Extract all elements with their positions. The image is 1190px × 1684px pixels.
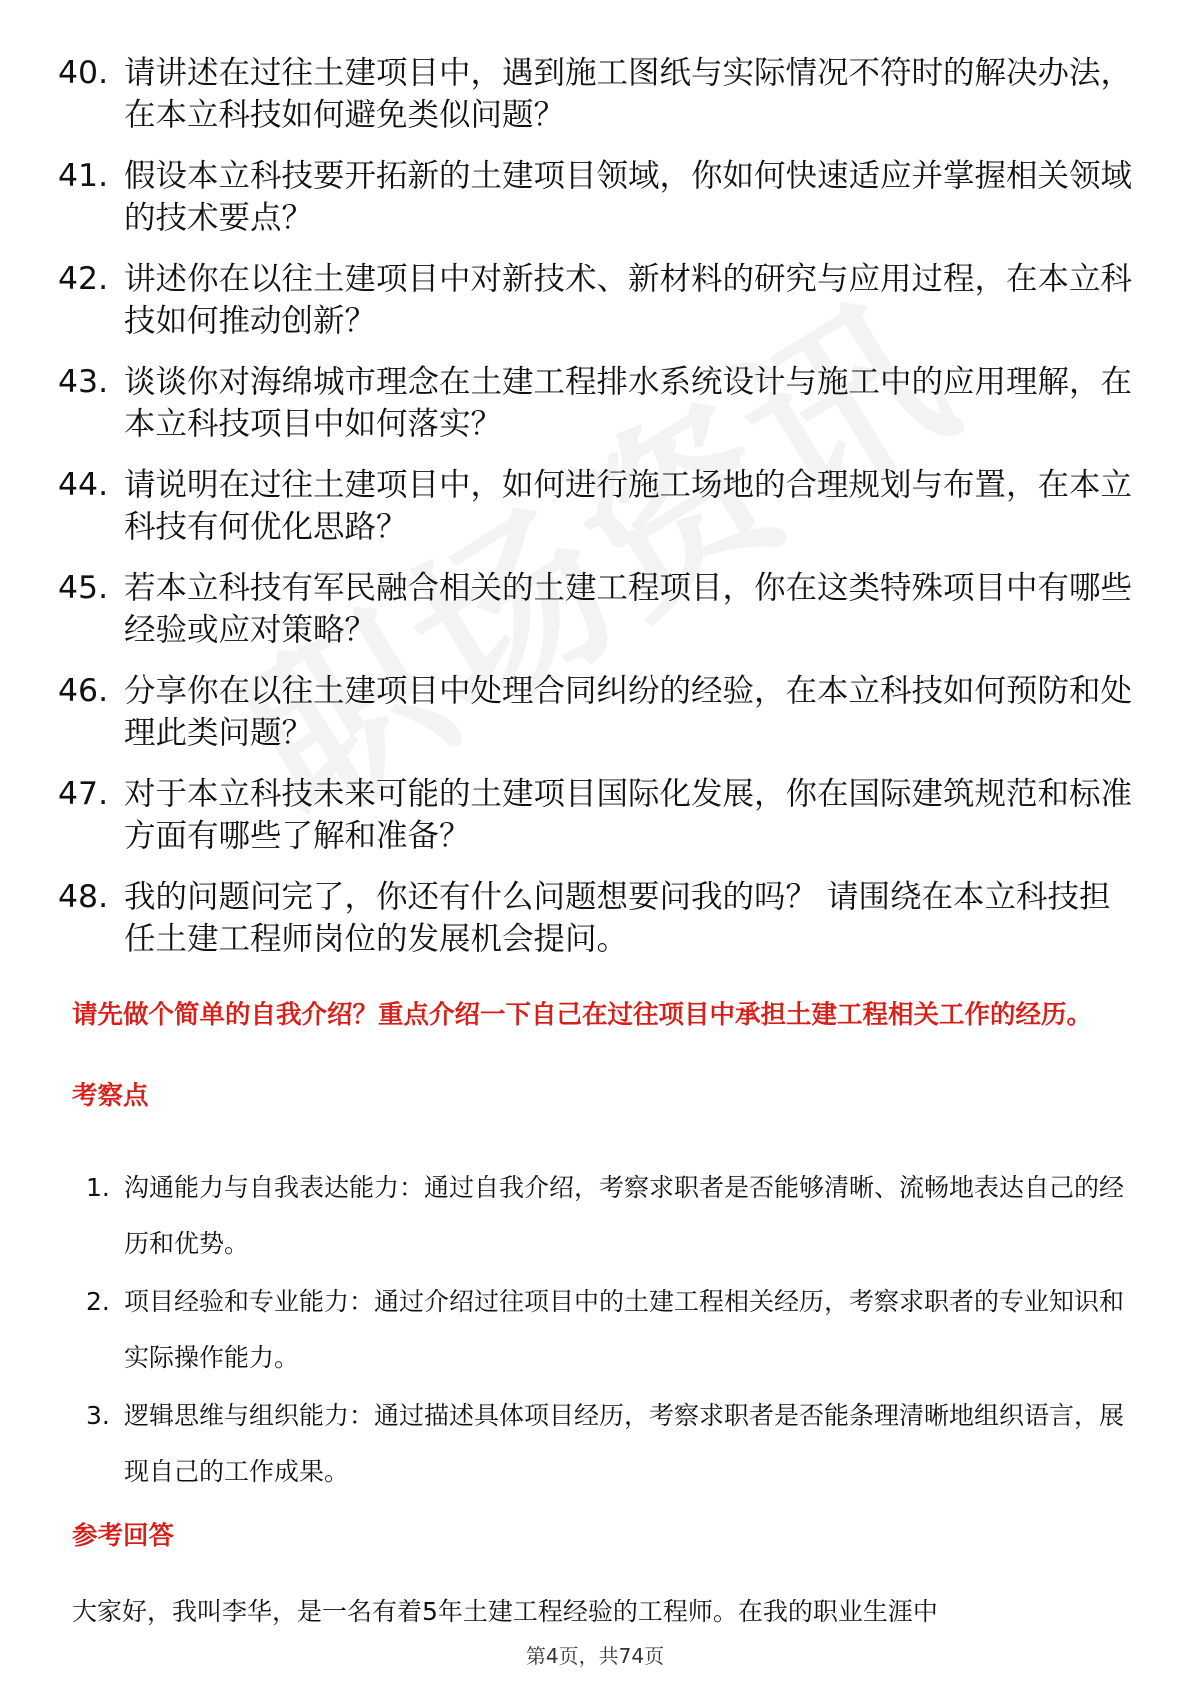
question-number: 42. [58, 261, 109, 297]
question-item [58, 567, 1138, 651]
question-number: 45. [58, 570, 109, 606]
point-number: 3. [86, 1401, 110, 1430]
question-item [58, 155, 1138, 239]
point-item [86, 1274, 1126, 1386]
question-number: 41. [58, 158, 109, 194]
question-number: 44. [58, 467, 109, 503]
point-number: 1. [86, 1173, 110, 1202]
answer-heading: 参考回答 [72, 1521, 175, 1551]
question-number: 47. [58, 776, 109, 812]
question-text: 我的问题问完了，你还有什么问题想要问我的吗？ 请围绕在本立科技担任土建工程师岗位的发展机会提问。 [124, 879, 1111, 957]
point-text: 逻辑思维与组织能力：通过描述具体项目经历，考察求职者是否能条理清晰地组织语言，展现自己的工作成果。 [124, 1401, 1125, 1486]
question-item [58, 876, 1138, 960]
question-item [58, 464, 1138, 548]
question-item [58, 670, 1138, 754]
points-heading: 考察点 [72, 1081, 149, 1111]
question-text: 若本立科技有军民融合相关的土建工程项目，你在这类特殊项目中有哪些经验或应对策略？ [124, 570, 1133, 648]
question-text: 分享你在以往土建项目中处理合同纠纷的经验，在本立科技如何预防和处理此类问题？ [124, 673, 1133, 751]
point-item [86, 1388, 1126, 1500]
question-number: 48. [58, 879, 109, 915]
question-number: 46. [58, 673, 109, 709]
point-text: 项目经验和专业能力：通过介绍过往项目中的土建工程相关经历，考察求职者的专业知识和实际操作能力。 [124, 1287, 1125, 1372]
point-text: 沟通能力与自我表达能力：通过自我介绍，考察求职者是否能够清晰、流畅地表达自己的经历和优势。 [124, 1173, 1125, 1258]
point-item [86, 1160, 1126, 1272]
point-number: 2. [86, 1287, 110, 1316]
question-item [58, 773, 1138, 857]
featured-question: 请先做个简单的自我介绍？重点介绍一下自己在过往项目中承担土建工程相关工作的经历。 [72, 1000, 1093, 1030]
question-item [58, 361, 1138, 445]
question-text: 请讲述在过往土建项目中，遇到施工图纸与实际情况不符时的解决办法，在本立科技如何避免类似问题？ [124, 55, 1133, 133]
question-number: 43. [58, 364, 109, 400]
page-number: 第4页，共74页 [0, 1640, 1190, 1669]
question-text: 对于本立科技未来可能的土建项目国际化发展，你在国际建筑规范和标准方面有哪些了解和准备？ [124, 776, 1133, 854]
question-item [58, 258, 1138, 342]
question-text: 请说明在过往土建项目中，如何进行施工场地的合理规划与布置，在本立科技有何优化思路？ [124, 467, 1133, 545]
question-text: 讲述你在以往土建项目中对新技术、新材料的研究与应用过程，在本立科技如何推动创新？ [124, 261, 1133, 339]
question-text: 假设本立科技要开拓新的土建项目领域，你如何快速适应并掌握相关领域的技术要点？ [124, 158, 1133, 236]
question-text: 谈谈你对海绵城市理念在土建工程排水系统设计与施工中的应用理解，在本立科技项目中如何落实？ [124, 364, 1133, 442]
answer-text: 大家好，我叫李华，是一名有着5年土建工程经验的工程师。在我的职业生涯中 [72, 1597, 938, 1626]
question-item [58, 52, 1138, 136]
points-list [86, 1160, 1126, 1502]
question-list [58, 52, 1138, 979]
question-number: 40. [58, 55, 109, 91]
